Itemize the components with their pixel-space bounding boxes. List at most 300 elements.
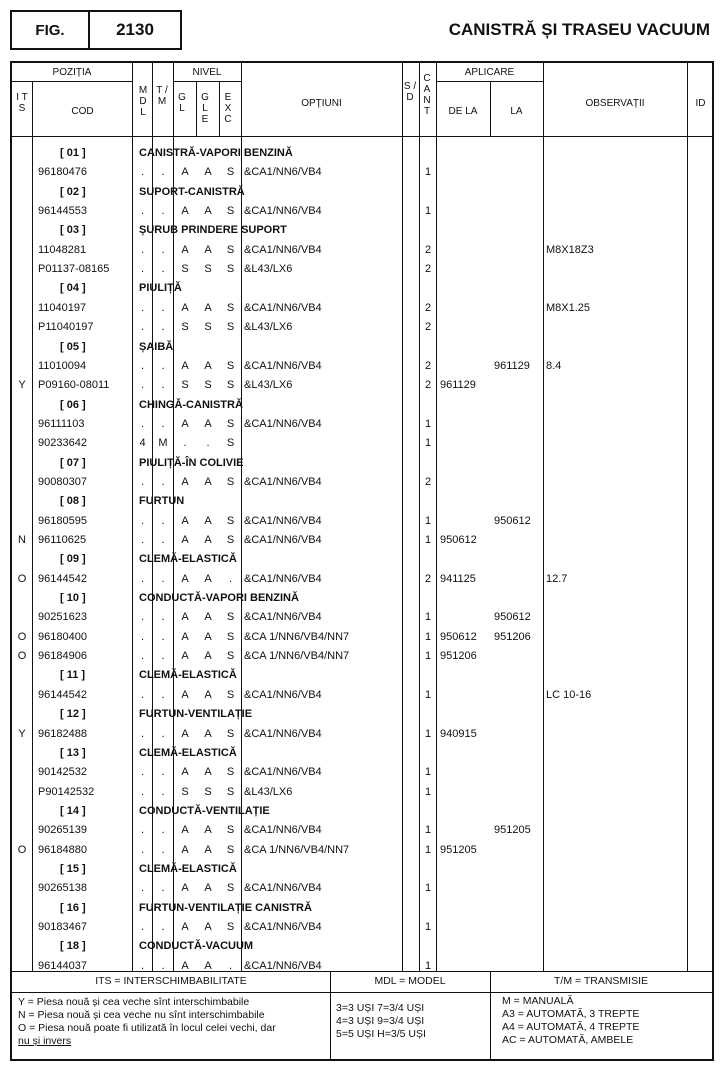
cell-cod: 11040197 xyxy=(38,301,87,314)
cell-its: N xyxy=(18,534,26,546)
position-name: PIULIȚĂ-ÎN COLIVIE xyxy=(139,456,244,469)
cell-obs xyxy=(546,918,686,937)
cell-exc: S xyxy=(226,785,235,798)
cell-tm: . xyxy=(161,572,165,585)
legend-its-line: Y = Piesa nouă și cea veche sînt interschimbabile xyxy=(18,996,250,1008)
position-number: [ 04 ] xyxy=(60,282,86,295)
position-name: ȘURUB PRINDERE SUPORT xyxy=(139,224,287,237)
cell-cant: 1 xyxy=(424,824,432,837)
cell-tm: . xyxy=(161,243,165,256)
cell-cant: 1 xyxy=(424,766,432,779)
cell-tm: . xyxy=(161,475,165,488)
cell-mdl: 4 xyxy=(139,437,146,450)
position-number: [ 01 ] xyxy=(60,147,86,159)
cell-exc: S xyxy=(226,843,235,856)
cell-tm: . xyxy=(161,727,165,740)
cell-obs: M8X1.25 xyxy=(546,301,591,314)
cell-exc: S xyxy=(226,243,235,256)
cell-gl: A xyxy=(181,243,189,256)
cell-dela xyxy=(440,473,490,492)
position-name: CLEMĂ-ELASTICĂ xyxy=(139,862,237,875)
cell-cant: 1 xyxy=(424,611,432,624)
cell-cod: 11010094 xyxy=(38,359,87,372)
legend-mdl-line: 5=5 UȘI H=3/5 UȘI xyxy=(336,1028,426,1040)
cell-mdl: . xyxy=(140,882,145,895)
divider xyxy=(219,81,220,136)
cell-gle: A xyxy=(204,727,212,740)
cell-mdl: . xyxy=(140,263,145,276)
cell-la xyxy=(494,725,543,744)
header-id: ID xyxy=(695,98,706,109)
cell-exc: S xyxy=(226,630,235,643)
cell-tm: . xyxy=(161,379,165,392)
legend-tm-title: T/M = TRANSMISIE xyxy=(553,975,649,987)
cell-its xyxy=(12,202,32,221)
cell-mdl: . xyxy=(140,921,145,933)
cell-cod: 96182488 xyxy=(38,727,87,740)
cell-gle: S xyxy=(204,379,212,392)
cell-mdl: . xyxy=(140,534,145,546)
cell-cant: 1 xyxy=(424,205,432,218)
cell-its xyxy=(12,763,32,782)
cell-cod: 96144542 xyxy=(38,572,87,585)
cell-opt: &L43/LX6 xyxy=(244,379,293,392)
cell-exc: . xyxy=(228,959,233,972)
position-number: [ 11 ] xyxy=(60,669,86,682)
cell-opt: &CA1/NN6/VB4 xyxy=(244,824,322,837)
cell-obs xyxy=(546,841,686,860)
cell-la xyxy=(494,957,543,976)
cell-its xyxy=(12,299,32,318)
cell-gl: A xyxy=(181,766,189,779)
cell-gle: A xyxy=(204,688,212,701)
legend-its-line: O = Piesa nouă poate fi utilizată în locul celei vechi, dar xyxy=(18,1022,276,1034)
cell-mdl: . xyxy=(140,475,145,488)
cell-its: O xyxy=(17,572,27,585)
cell-cod: 96180595 xyxy=(38,514,87,527)
position-number: [ 07 ] xyxy=(60,456,86,469)
cell-mdl: . xyxy=(140,166,145,179)
cell-cod: 96110625 xyxy=(38,534,87,546)
header-gl: G L xyxy=(178,92,186,114)
cell-tm: . xyxy=(161,359,165,372)
cell-la: 950612 xyxy=(494,611,531,624)
cell-dela xyxy=(440,783,490,802)
header-mdl: M D L xyxy=(138,85,148,118)
cell-mdl: . xyxy=(140,843,145,856)
cell-gle: A xyxy=(204,359,212,372)
cell-gle: A xyxy=(204,301,212,314)
position-name: CONDUCTĂ-VACUUM xyxy=(139,940,254,953)
cell-gl: A xyxy=(181,959,189,972)
cell-gle: . xyxy=(206,437,210,450)
cell-obs xyxy=(546,415,686,434)
cell-tm: . xyxy=(161,611,165,624)
position-name: SUPORT-CANISTRĂ xyxy=(139,185,245,198)
position-number: [ 06 ] xyxy=(60,398,86,411)
legend-tm-line: AC = AUTOMATĂ, AMBELE xyxy=(502,1034,634,1046)
cell-la xyxy=(494,570,543,589)
cell-mdl: . xyxy=(140,650,145,663)
cell-cod: P01137-08165 xyxy=(38,263,110,276)
cell-obs xyxy=(546,473,686,492)
cell-cod: 96180476 xyxy=(38,166,87,179)
legend-tm-line: A4 = AUTOMATĂ, 4 TREPTE xyxy=(502,1021,640,1033)
cell-gle: A xyxy=(204,882,212,895)
cell-cant: 1 xyxy=(424,688,432,701)
cell-cod: 90251623 xyxy=(38,611,87,624)
cell-tm: . xyxy=(161,921,165,933)
cell-cod: 96184906 xyxy=(38,650,87,663)
position-name: CHINGĂ-CANISTRĂ xyxy=(139,398,243,411)
position-name: CLEMĂ-ELASTICĂ xyxy=(139,553,237,566)
cell-dela xyxy=(440,686,490,705)
header-la: LA xyxy=(510,106,523,117)
divider xyxy=(12,136,712,137)
cell-opt: &CA1/NN6/VB4 xyxy=(244,359,322,372)
cell-cod: 96184880 xyxy=(38,843,87,856)
cell-its xyxy=(12,918,32,937)
cell-dela xyxy=(440,357,490,376)
cell-cant: 2 xyxy=(424,572,432,585)
cell-tm: . xyxy=(161,650,165,663)
header-cod: COD xyxy=(71,106,94,117)
cell-mdl: . xyxy=(140,727,145,740)
cell-gl: A xyxy=(181,611,189,624)
cell-mdl: . xyxy=(140,417,145,430)
legend-its-line: N = Piesa nouă și cea veche nu sînt interschimbabile xyxy=(18,1009,265,1021)
position-number: [ 05 ] xyxy=(60,340,86,353)
cell-dela: 951205 xyxy=(440,843,477,856)
cell-dela xyxy=(440,821,490,840)
cell-la xyxy=(494,318,543,337)
cell-tm: . xyxy=(161,166,165,179)
cell-cod: 90265138 xyxy=(38,882,87,895)
cell-la xyxy=(494,202,543,221)
cell-mdl: . xyxy=(140,785,145,798)
cell-obs xyxy=(546,821,686,840)
cell-exc: S xyxy=(226,514,235,527)
cell-its xyxy=(12,434,32,453)
divider xyxy=(490,81,491,136)
cell-cant: 1 xyxy=(424,534,432,546)
cell-opt: &CA1/NN6/VB4 xyxy=(244,921,322,933)
cell-gl: A xyxy=(181,727,189,740)
cell-la: 951206 xyxy=(494,630,531,643)
cell-opt: &CA 1/NN6/VB4/NN7 xyxy=(244,650,350,663)
cell-mdl: . xyxy=(140,688,145,701)
cell-obs xyxy=(546,783,686,802)
legend-mdl-line: 4=3 UȘI 9=3/4 UȘI xyxy=(336,1015,425,1027)
cell-opt: &CA1/NN6/VB4 xyxy=(244,688,322,701)
header-sd: S / D xyxy=(403,81,417,103)
cell-gl: A xyxy=(181,205,189,218)
cell-exc: S xyxy=(226,824,235,837)
cell-cant: 1 xyxy=(424,921,432,933)
cell-exc: S xyxy=(226,379,235,392)
cell-obs: LC 10-16 xyxy=(546,688,592,701)
cell-la: 951205 xyxy=(494,824,531,837)
header-dela: DE LA xyxy=(448,106,478,117)
cell-gl: A xyxy=(181,843,189,856)
position-number: [ 15 ] xyxy=(60,862,86,875)
cell-gle: A xyxy=(204,611,212,624)
header-nivel: NIVEL xyxy=(192,67,222,78)
cell-cod: 90080307 xyxy=(38,475,87,488)
cell-obs xyxy=(546,260,686,279)
cell-gl: A xyxy=(181,921,189,933)
cell-its xyxy=(12,241,32,260)
cell-mdl: . xyxy=(140,243,145,256)
cell-gle: A xyxy=(204,166,212,179)
cell-exc: S xyxy=(226,882,235,895)
cell-cant: 2 xyxy=(424,359,432,372)
cell-opt: &CA1/NN6/VB4 xyxy=(244,417,322,430)
cell-la xyxy=(494,686,543,705)
cell-cod: 90233642 xyxy=(38,437,87,450)
cell-tm: . xyxy=(161,514,165,527)
header-optiuni: OPȚIUNI xyxy=(301,98,342,109)
cell-cod: 96180400 xyxy=(38,630,87,643)
cell-exc: S xyxy=(226,727,235,740)
cell-exc: S xyxy=(226,437,235,450)
cell-mdl: . xyxy=(140,611,145,624)
cell-obs: 8.4 xyxy=(546,359,562,372)
divider xyxy=(687,63,688,971)
cell-gl: S xyxy=(181,785,189,798)
legend-mdl-title: MDL = MODEL xyxy=(374,975,446,987)
cell-mdl: . xyxy=(140,205,145,218)
header-observatii: OBSERVAȚII xyxy=(585,98,645,109)
cell-its xyxy=(12,783,32,802)
cell-dela xyxy=(440,163,490,182)
cell-cant: 2 xyxy=(424,321,432,334)
cell-its xyxy=(12,957,32,976)
cell-tm: . xyxy=(161,205,165,218)
cell-gl: S xyxy=(181,379,189,392)
cell-obs xyxy=(546,202,686,221)
cell-tm: . xyxy=(161,824,165,837)
position-number: [ 12 ] xyxy=(60,708,86,721)
cell-exc: S xyxy=(226,611,235,624)
cell-opt: &CA1/NN6/VB4 xyxy=(244,514,322,527)
cell-exc: S xyxy=(226,475,235,488)
cell-cod: 90265139 xyxy=(38,824,87,837)
cell-tm: . xyxy=(161,843,165,856)
cell-dela xyxy=(440,241,490,260)
legend-its-line: nu și invers xyxy=(18,1035,72,1047)
cell-opt: &CA1/NN6/VB4 xyxy=(244,534,322,546)
cell-la xyxy=(494,260,543,279)
cell-obs xyxy=(546,763,686,782)
position-name: CONDUCTĂ-VENTILAȚIE xyxy=(139,804,270,817)
header-its: I T S xyxy=(16,92,28,114)
cell-cant: 1 xyxy=(424,630,432,643)
cell-la xyxy=(494,163,543,182)
cell-cant: 1 xyxy=(424,417,432,430)
cell-gle: A xyxy=(204,630,212,643)
position-number: [ 08 ] xyxy=(60,495,86,508)
position-name: CANISTRĂ-VAPORI BENZINĂ xyxy=(139,147,293,159)
cell-its xyxy=(12,821,32,840)
cell-obs: M8X18Z3 xyxy=(546,243,594,256)
legend-its-title: ITS = INTERSCHIMBABILITATE xyxy=(95,975,247,987)
position-name: CONDUCTĂ-VAPORI BENZINĂ xyxy=(139,592,299,605)
cell-cant: 1 xyxy=(424,785,432,798)
cell-gl: A xyxy=(181,882,189,895)
cell-dela: 961129 xyxy=(440,379,476,392)
cell-obs xyxy=(546,318,686,337)
cell-exc: S xyxy=(226,301,235,314)
cell-la xyxy=(494,647,543,666)
cell-obs xyxy=(546,957,686,976)
position-name: FURTUN-VENTILAȚIE xyxy=(139,708,253,721)
cell-gl: A xyxy=(181,475,189,488)
cell-tm: . xyxy=(161,534,165,546)
cell-gle: A xyxy=(204,843,212,856)
cell-exc: S xyxy=(226,688,235,701)
position-number: [ 16 ] xyxy=(60,901,86,914)
cell-obs: 12.7 xyxy=(546,572,568,585)
cell-mdl: . xyxy=(140,959,145,972)
cell-gle: S xyxy=(204,321,212,334)
cell-obs xyxy=(546,531,686,550)
cell-obs xyxy=(546,376,686,395)
header-aplicare: APLICARE xyxy=(464,67,515,78)
cell-opt: &L43/LX6 xyxy=(244,785,293,798)
cell-dela: 940915 xyxy=(440,727,477,740)
cell-gl: S xyxy=(181,321,189,334)
cell-gl: A xyxy=(181,359,189,372)
cell-dela: 941125 xyxy=(440,572,476,585)
cell-cod: P11040197 xyxy=(38,321,94,334)
cell-tm: . xyxy=(161,785,165,798)
cell-its: O xyxy=(17,630,27,643)
cell-its xyxy=(12,163,32,182)
cell-dela xyxy=(440,299,490,318)
cell-cod: 90183467 xyxy=(38,921,87,933)
cell-obs xyxy=(546,725,686,744)
cell-cant: 2 xyxy=(424,263,432,276)
cell-mdl: . xyxy=(140,514,145,527)
cell-la: 961129 xyxy=(494,359,530,372)
cell-obs xyxy=(546,628,686,647)
cell-opt: &CA1/NN6/VB4 xyxy=(244,166,322,179)
cell-gl: S xyxy=(181,263,189,276)
cell-la xyxy=(494,879,543,898)
cell-its xyxy=(12,318,32,337)
cell-la xyxy=(494,841,543,860)
cell-gl: A xyxy=(181,534,189,546)
cell-gle: A xyxy=(204,650,212,663)
divider xyxy=(173,81,241,82)
cell-cant: 2 xyxy=(424,475,432,488)
cell-cant: 1 xyxy=(424,843,432,856)
cell-cant: 1 xyxy=(424,882,432,895)
cell-cant: 2 xyxy=(424,243,432,256)
divider xyxy=(196,81,197,136)
cell-gl: A xyxy=(181,688,189,701)
cell-mdl: . xyxy=(140,766,145,779)
cell-tm: . xyxy=(161,630,165,643)
cell-mdl: . xyxy=(140,379,145,392)
cell-opt: &CA1/NN6/VB4 xyxy=(244,243,322,256)
cell-obs xyxy=(546,879,686,898)
cell-tm: . xyxy=(161,321,165,334)
cell-dela xyxy=(440,260,490,279)
cell-dela xyxy=(440,202,490,221)
cell-dela xyxy=(440,415,490,434)
position-name: FURTUN-VENTILAȚIE CANISTRĂ xyxy=(139,901,312,914)
cell-cod: 11048281 xyxy=(38,243,87,256)
cell-gle: A xyxy=(204,921,212,933)
cell-mdl: . xyxy=(140,301,145,314)
cell-tm: . xyxy=(161,959,165,972)
cell-cod: 96111103 xyxy=(38,417,85,430)
cell-its xyxy=(12,879,32,898)
cell-cod: 90142532 xyxy=(38,766,87,779)
cell-gl: A xyxy=(181,417,189,430)
cell-opt: &L43/LX6 xyxy=(244,321,293,334)
cell-tm: . xyxy=(161,882,165,895)
cell-la xyxy=(494,783,543,802)
cell-mdl: . xyxy=(140,824,145,837)
cell-opt: &CA1/NN6/VB4 xyxy=(244,882,322,895)
cell-exc: S xyxy=(226,205,235,218)
divider xyxy=(12,992,712,993)
cell-la xyxy=(494,531,543,550)
cell-cant: 1 xyxy=(424,514,432,527)
position-name: CLEMĂ-ELASTICĂ xyxy=(139,746,237,759)
header-pozitia: POZIȚIA xyxy=(52,67,92,78)
cell-gl: A xyxy=(181,166,189,179)
cell-its xyxy=(12,608,32,627)
cell-its xyxy=(12,686,32,705)
cell-gle: S xyxy=(204,785,212,798)
cell-la xyxy=(494,415,543,434)
cell-la xyxy=(494,473,543,492)
cell-gl: A xyxy=(181,824,189,837)
position-name: ȘAIBĂ xyxy=(139,340,174,353)
position-number: [ 02 ] xyxy=(60,185,86,198)
legend-tm-line: M = MANUALĂ xyxy=(502,995,574,1007)
header-cant: C A N T xyxy=(423,73,431,117)
cell-its xyxy=(12,415,32,434)
cell-dela: 951206 xyxy=(440,650,477,663)
cell-gle: S xyxy=(204,263,212,276)
position-number: [ 09 ] xyxy=(60,553,86,566)
cell-opt: &CA1/NN6/VB4 xyxy=(244,205,322,218)
cell-mdl: . xyxy=(140,321,145,334)
cell-opt: &CA1/NN6/VB4 xyxy=(244,301,322,314)
cell-exc: S xyxy=(226,166,235,179)
cell-opt: &CA 1/NN6/VB4/NN7 xyxy=(244,630,350,643)
cell-cant: 1 xyxy=(424,437,432,450)
cell-gl: A xyxy=(181,301,189,314)
cell-its: Y xyxy=(18,379,26,392)
position-number: [ 10 ] xyxy=(60,592,86,605)
cell-dela xyxy=(440,763,490,782)
cell-la xyxy=(494,376,543,395)
cell-dela: 950612 xyxy=(440,534,477,546)
cell-la xyxy=(494,918,543,937)
cell-tm: . xyxy=(161,417,165,430)
cell-gle: A xyxy=(204,766,212,779)
cell-cant: 1 xyxy=(424,166,432,179)
cell-mdl: . xyxy=(140,359,145,372)
cell-its xyxy=(12,512,32,531)
cell-opt: &CA1/NN6/VB4 xyxy=(244,611,322,624)
